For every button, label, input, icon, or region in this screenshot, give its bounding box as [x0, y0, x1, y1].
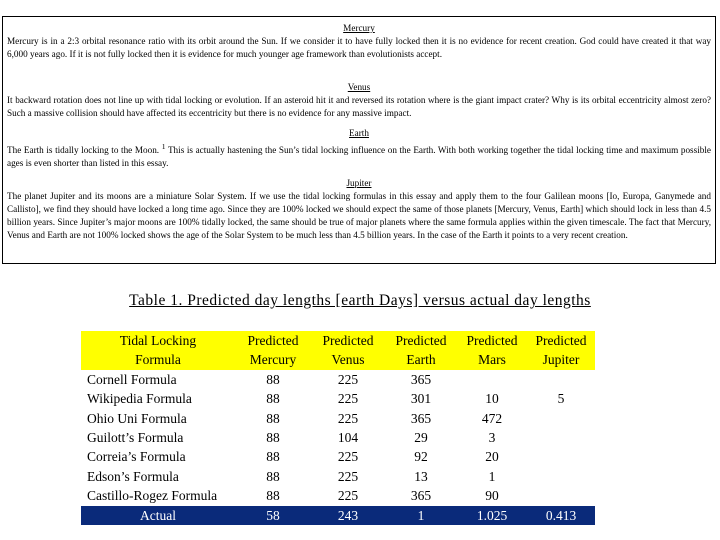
value-cell: 225: [337, 371, 359, 387]
section-heading-earth: Earth: [349, 128, 369, 138]
value-cell: 92: [414, 449, 428, 465]
value-cell: 225: [337, 488, 359, 504]
value-cell: [527, 467, 595, 486]
row-label-cell: Cornell Formula: [87, 371, 177, 387]
value-cell: 58: [235, 506, 311, 525]
value-cell: 0.413: [527, 506, 595, 525]
row-label-cell: Edson’s Formula: [87, 468, 179, 484]
value-cell: 1: [385, 506, 457, 525]
earth-body-text-cont: This is actually hastening the Sun’s tidal locking influence on the Earth. With both working together the tidal locking time and maximum possible ages is even shorter than listed in this essay.: [7, 145, 711, 169]
footnote-ref[interactable]: 1: [161, 142, 166, 151]
section-venus: [7, 81, 711, 120]
value-cell: 104: [337, 430, 359, 446]
section-heading-mercury: Mercury: [343, 23, 375, 33]
value-cell: Predicted: [235, 331, 311, 350]
value-cell: 243: [311, 506, 385, 525]
value-cell: 301: [410, 391, 432, 407]
section-jupiter: [7, 177, 711, 242]
value-cell: Mars: [457, 350, 527, 369]
value-cell: Predicted: [527, 331, 595, 350]
table-header-row: [81, 350, 595, 369]
section-body-earth: [7, 140, 711, 170]
row-label-cell: Guilott’s Formula: [87, 430, 184, 446]
value-cell: Predicted: [311, 331, 385, 350]
value-cell: 10: [485, 391, 499, 407]
section-body-mercury: Mercury is in a 2:3 orbital resonance ratio with its orbit around the Sun. If we consider it to have fully locked then it is no evidence for recent creation. God could have created it that way 6,000 years ago. If it is not fully locked then it is evidence for much younger age framework than evolutionists accept.: [7, 36, 711, 59]
value-cell: 3: [488, 430, 496, 446]
table-row: [81, 428, 595, 447]
row-label-cell: Wikipedia Formula: [87, 391, 192, 407]
table-title: Table 1. Predicted day lengths [earth Days] versus actual day lengths: [129, 292, 591, 309]
value-cell: 88: [266, 371, 280, 387]
value-cell: 5: [557, 391, 565, 407]
table-row: [81, 467, 595, 486]
table-actual-row: [81, 506, 595, 525]
value-cell: 88: [266, 430, 280, 446]
value-cell: 472: [481, 410, 503, 426]
value-cell: 20: [485, 449, 499, 465]
value-cell: Mercury: [235, 350, 311, 369]
section-heading-venus: Venus: [347, 82, 371, 92]
section-body-jupiter: The planet Jupiter and its moons are a miniature Solar System. If we use the tidal locking formulas in this essay and apply them to the four Galilean moons [Io, Europa, Ganymede and Callisto], we find they should have locked a long time ago. Since they are 100% locked we should expect the same of those planets [Mercury, Venus, Earth] which should lock in less than 4.5 billion years. Since Jupiter’s major moons are 100% tidally locked, the same should be true of major planets where the same formula applies within the given timescale. The fact that Mercury, Venus and Earth are not 100% locked shows the age of the Solar System to be much less than 4.5 billion years. In the case of the Earth it points to a very recent creation.: [7, 191, 711, 241]
row-label-cell: Ohio Uni Formula: [87, 410, 187, 426]
table-row: [81, 486, 595, 505]
value-cell: 88: [266, 468, 280, 484]
value-cell: Jupiter: [527, 350, 595, 369]
section-body-venus: It backward rotation does not line up with tidal locking or evolution. If an asteroid hit it and reversed its rotation where is the giant impact crater? Why is its orbital eccentricity almost zero? Such a massive collision should have affected its eccentricity but there is no evidence for any massive impact.: [7, 95, 711, 118]
value-cell: [527, 486, 595, 505]
row-label-cell: Tidal Locking: [81, 331, 235, 350]
row-label-cell: Formula: [81, 350, 235, 369]
value-cell: 90: [485, 488, 499, 504]
value-cell: [527, 447, 595, 466]
value-cell: Venus: [311, 350, 385, 369]
value-cell: 88: [266, 488, 280, 504]
section-earth: [7, 127, 711, 170]
value-cell: 225: [337, 449, 359, 465]
value-cell: 1: [488, 468, 496, 484]
value-cell: 88: [266, 449, 280, 465]
value-cell: 1.025: [457, 506, 527, 525]
value-cell: [527, 409, 595, 428]
essay-text-box: [2, 16, 716, 264]
value-cell: 225: [337, 468, 359, 484]
value-cell: [457, 370, 527, 389]
row-label-cell: Correia’s Formula: [87, 449, 186, 465]
value-cell: 365: [410, 371, 432, 387]
value-cell: 29: [414, 430, 428, 446]
earth-body-text: The Earth is tidally locking to the Moon.: [7, 145, 162, 156]
value-cell: 365: [410, 410, 432, 426]
value-cell: 365: [410, 488, 432, 504]
predicted-day-lengths-table: [81, 331, 595, 525]
section-mercury: [7, 22, 711, 61]
value-cell: Predicted: [385, 331, 457, 350]
value-cell: [527, 428, 595, 447]
table-row: [81, 447, 595, 466]
value-cell: Earth: [385, 350, 457, 369]
value-cell: 225: [337, 391, 359, 407]
value-cell: [527, 370, 595, 389]
value-cell: 88: [266, 410, 280, 426]
row-label-cell: Castillo-Rogez Formula: [87, 488, 218, 504]
value-cell: 88: [266, 391, 280, 407]
value-cell: 13: [414, 468, 428, 484]
row-label-cell: Actual: [81, 506, 235, 525]
table-row: [81, 409, 595, 428]
value-cell: 225: [337, 410, 359, 426]
table-header-row: [81, 331, 595, 350]
table-row: [81, 389, 595, 408]
value-cell: Predicted: [457, 331, 527, 350]
table-row: [81, 370, 595, 389]
section-heading-jupiter: Jupiter: [346, 178, 372, 189]
